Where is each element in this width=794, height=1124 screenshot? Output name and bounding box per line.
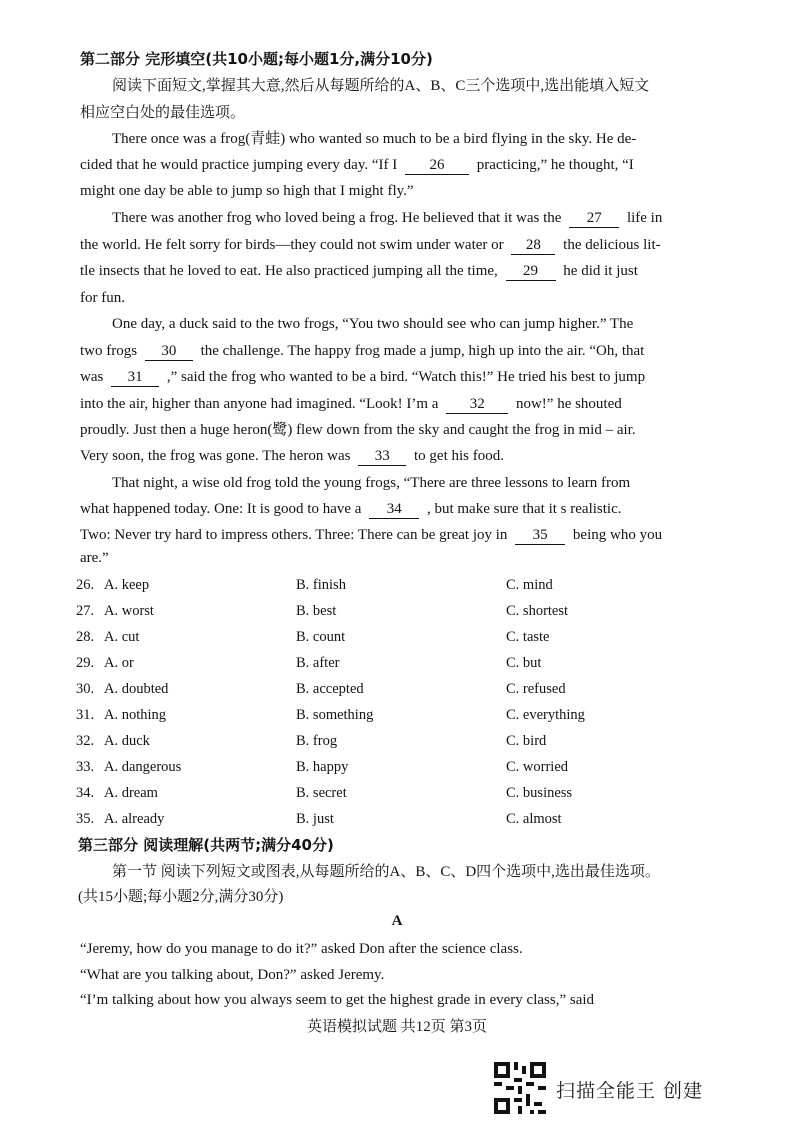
option-c: C. everything bbox=[506, 707, 585, 723]
passage-text: Very soon, the frog was gone. The heron was bbox=[80, 448, 351, 464]
passage-text: what happened today. One: It is good to have a bbox=[80, 501, 362, 517]
passage-text: practicing,” he thought, “I bbox=[476, 157, 634, 173]
option-c: C. almost bbox=[506, 811, 562, 827]
option-c: C. refused bbox=[506, 681, 566, 697]
option-b: B. secret bbox=[296, 785, 347, 801]
passage-line bbox=[80, 446, 504, 466]
passage-line bbox=[80, 341, 644, 361]
option-a: A. doubted bbox=[104, 681, 169, 697]
option-b: B. happy bbox=[296, 759, 349, 775]
passage-line: One day, a duck said to the two frogs, “You two should see who can jump higher.” The bbox=[112, 316, 634, 332]
passage-line bbox=[80, 499, 621, 519]
passage-text: Two: Never try hard to impress others. Three: There can be great joy in bbox=[80, 527, 508, 543]
passage-line bbox=[112, 208, 662, 228]
blank-26: 26 bbox=[405, 157, 469, 175]
blank-28: 28 bbox=[511, 237, 555, 255]
option-c: C. business bbox=[506, 785, 573, 801]
passage-line bbox=[80, 155, 634, 175]
passage-line bbox=[80, 525, 662, 545]
option-number: 30. bbox=[76, 681, 95, 697]
passage-line bbox=[80, 261, 638, 281]
option-b: B. after bbox=[296, 655, 340, 671]
blank-32: 32 bbox=[446, 396, 508, 414]
passage-text: to get his food. bbox=[414, 448, 504, 464]
option-c: C. but bbox=[506, 655, 542, 671]
section3-subheading: 第一节 阅读下列短文或图表,从每题所给的A、B、C、D四个选项中,选出最佳选项。 bbox=[112, 864, 660, 880]
option-number: 35. bbox=[76, 811, 95, 827]
option-a: A. dangerous bbox=[104, 759, 182, 775]
passage-text: the challenge. The happy frog made a jump, high up into the air. “Oh, that bbox=[200, 343, 645, 359]
option-a: A. or bbox=[104, 655, 134, 671]
passage-text: cided that he would practice jumping every day. “If I bbox=[80, 157, 398, 173]
section2-instruction: 阅读下面短文,掌握其大意,然后从每题所给的A、B、C三个选项中,选出能填入短文 bbox=[112, 78, 650, 94]
passage-line: might one day be able to jump so high that I might fly.” bbox=[80, 183, 414, 199]
passage-line bbox=[80, 235, 661, 255]
passage-line bbox=[80, 367, 645, 387]
passage-text: , but make sure that it s realistic. bbox=[426, 501, 622, 517]
passage-line: for fun. bbox=[80, 290, 125, 306]
qr-code-icon bbox=[494, 1062, 546, 1114]
blank-27: 27 bbox=[569, 210, 619, 228]
option-b: B. best bbox=[296, 603, 337, 619]
option-c: C. shortest bbox=[506, 603, 569, 619]
option-a: A. dream bbox=[104, 785, 158, 801]
passage-letter: A bbox=[391, 913, 403, 929]
option-number: 29. bbox=[76, 655, 95, 671]
option-a: A. keep bbox=[104, 577, 150, 593]
option-a: A. cut bbox=[104, 629, 140, 645]
blank-31: 31 bbox=[111, 369, 159, 387]
option-c: C. taste bbox=[506, 629, 550, 645]
section3-heading: 第三部分 阅读理解(共两节;满分40分) bbox=[78, 836, 334, 854]
passage-text: tle insects that he loved to eat. He also practiced jumping all the time, bbox=[80, 263, 498, 279]
passage-text: he did it just bbox=[563, 263, 638, 279]
passage-text: two frogs bbox=[80, 343, 138, 359]
blank-35: 35 bbox=[515, 527, 565, 545]
passage-line: are.” bbox=[80, 550, 109, 566]
passage-text: into the air, higher than anyone had imagined. “Look! I’m a bbox=[80, 396, 439, 412]
passage-text: the world. He felt sorry for birds—they could not swim under water or bbox=[80, 237, 504, 253]
page-footer: 英语模拟试题 共12页 第3页 bbox=[306, 1019, 487, 1035]
passage-text: was bbox=[80, 369, 104, 385]
passage-line: “Jeremy, how do you manage to do it?” asked Don after the science class. bbox=[80, 941, 523, 957]
passage-text: being who you bbox=[572, 527, 663, 543]
passage-line: “I’m talking about how you always seem to get the highest grade in every class,” said bbox=[80, 992, 595, 1008]
section2-heading: 第二部分 完形填空(共10小题;每小题1分,满分10分) bbox=[80, 50, 433, 68]
option-b: B. accepted bbox=[296, 681, 364, 697]
option-c: C. bird bbox=[506, 733, 547, 749]
blank-33: 33 bbox=[358, 448, 406, 466]
option-number: 32. bbox=[76, 733, 95, 749]
blank-29: 29 bbox=[506, 263, 556, 281]
option-a: A. nothing bbox=[104, 707, 167, 723]
section2-instruction-cont: 相应空白处的最佳选项。 bbox=[80, 105, 246, 121]
passage-text: the delicious lit- bbox=[563, 237, 661, 253]
option-c: C. worried bbox=[506, 759, 569, 775]
scanner-watermark: 扫描全能王 创建 bbox=[556, 1080, 704, 1102]
option-number: 34. bbox=[76, 785, 95, 801]
option-b: B. just bbox=[296, 811, 334, 827]
option-number: 31. bbox=[76, 707, 95, 723]
option-b: B. something bbox=[296, 707, 374, 723]
option-a: A. duck bbox=[104, 733, 150, 749]
option-b: B. finish bbox=[296, 577, 346, 593]
passage-text: now!” he shouted bbox=[515, 396, 622, 412]
passage-text: There was another frog who loved being a frog. He believed that it was the bbox=[112, 210, 562, 226]
passage-line bbox=[80, 394, 622, 414]
option-c: C. mind bbox=[506, 577, 553, 593]
passage-line: That night, a wise old frog told the young frogs, “There are three lessons to learn from bbox=[112, 475, 631, 491]
passage-line: There once was a frog(青蛙) who wanted so much to be a bird flying in the sky. He de- bbox=[112, 131, 637, 147]
option-a: A. already bbox=[104, 811, 165, 827]
option-number: 26. bbox=[76, 577, 95, 593]
passage-line: “What are you talking about, Don?” asked Jeremy. bbox=[80, 967, 385, 983]
option-a: A. worst bbox=[104, 603, 154, 619]
passage-line: proudly. Just then a huge heron(鹭) flew down from the sky and caught the frog in mid – air. bbox=[80, 422, 636, 438]
passage-text: ,” said the frog who wanted to be a bird. “Watch this!” He tried his best to jump bbox=[166, 369, 646, 385]
option-number: 27. bbox=[76, 603, 95, 619]
section3-subheading-cont: (共15小题;每小题2分,满分30分) bbox=[78, 889, 284, 905]
option-b: B. count bbox=[296, 629, 346, 645]
blank-34: 34 bbox=[369, 501, 419, 519]
option-number: 33. bbox=[76, 759, 95, 775]
blank-30: 30 bbox=[145, 343, 193, 361]
option-b: B. frog bbox=[296, 733, 338, 749]
passage-text: life in bbox=[626, 210, 663, 226]
option-number: 28. bbox=[76, 629, 95, 645]
